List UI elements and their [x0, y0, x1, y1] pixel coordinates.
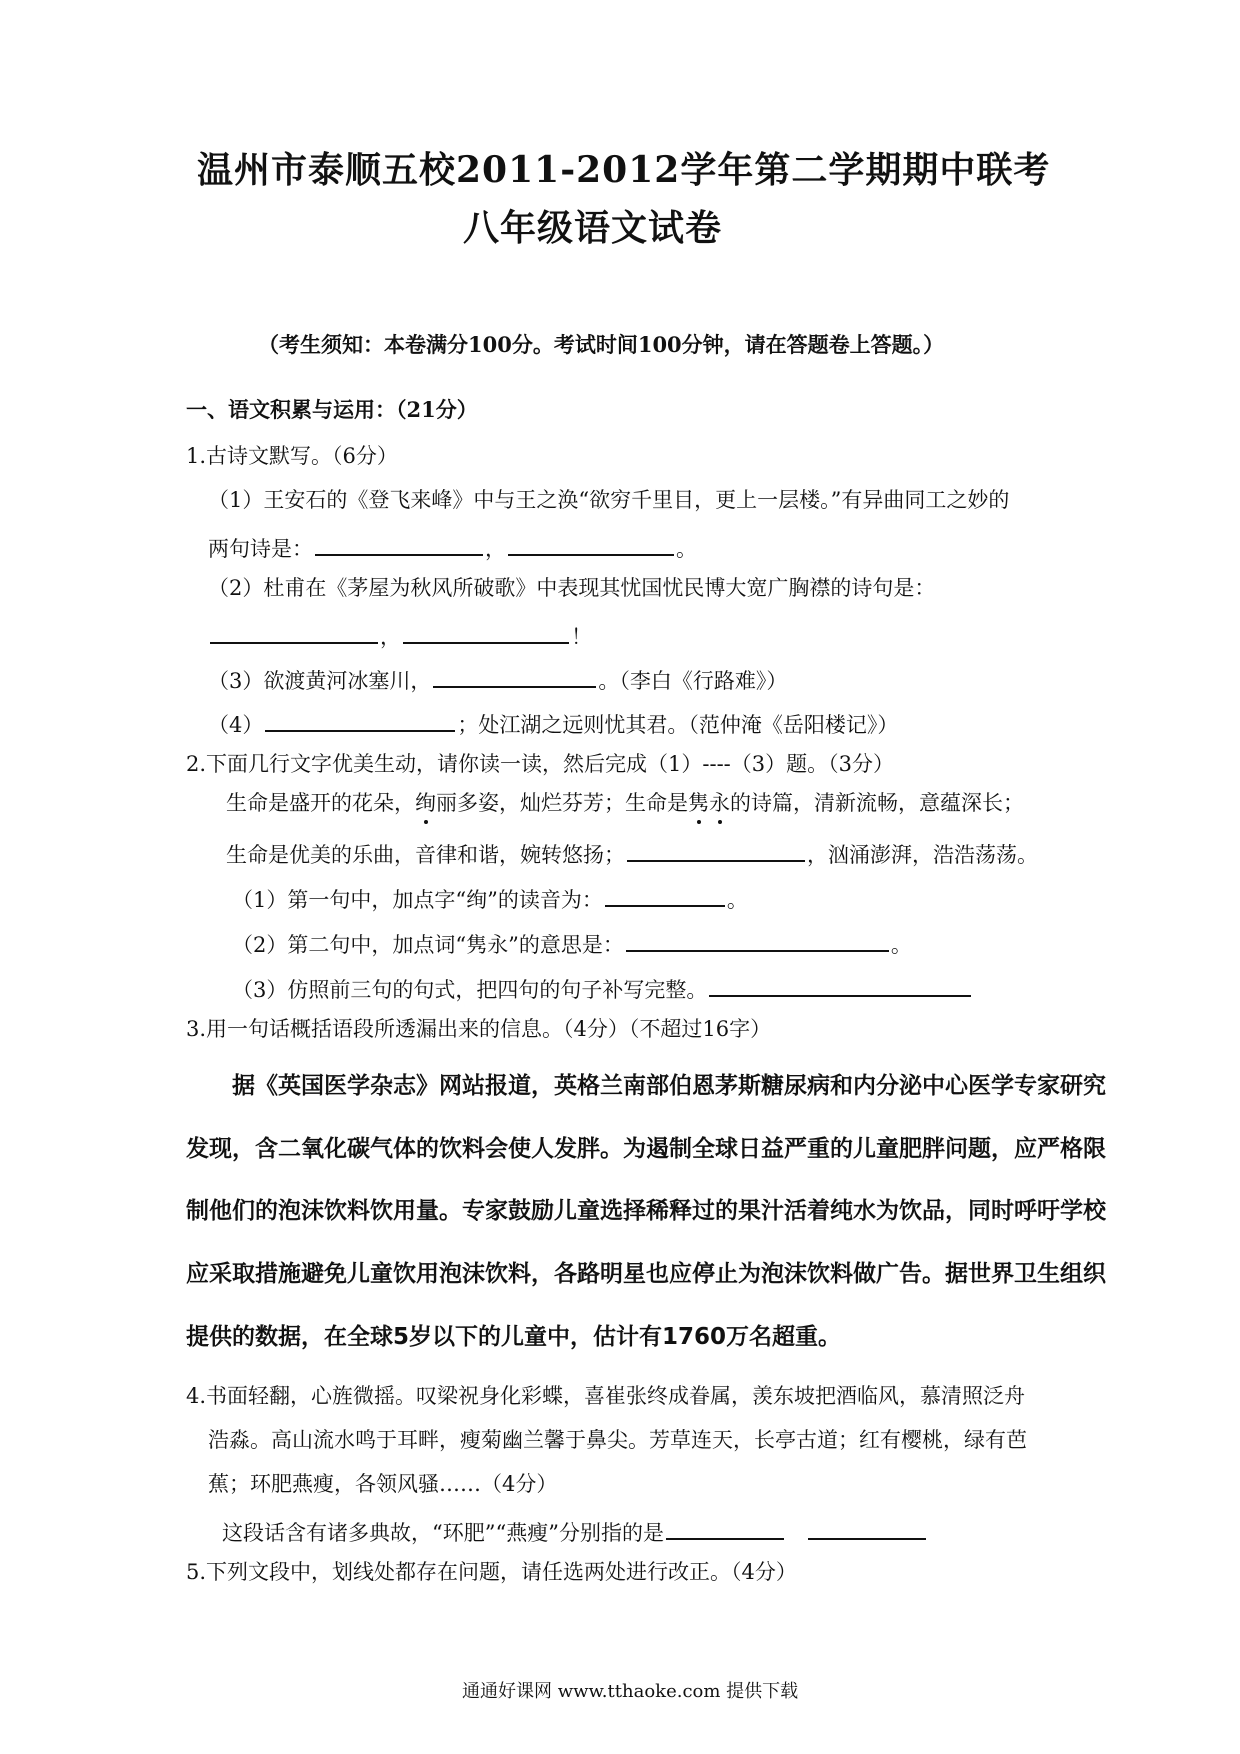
exam-title-line2: 八年级语文试卷: [463, 207, 723, 249]
text-run: 的诗篇，清新流畅，意蕴深长；: [730, 791, 1024, 815]
punctuation: 。: [726, 888, 748, 912]
answer-blank[interactable]: [808, 1518, 926, 1540]
text-run: （2）第二句中，加点词“隽永”的意思是：: [232, 933, 624, 957]
text-run: 生命是优美的乐曲，音律和谐，婉转悠扬；: [226, 843, 625, 867]
q4-line4: [222, 1518, 928, 1544]
punctuation: 。: [890, 933, 912, 957]
q1-part3-text: （3）欲渡黄河冰塞川，: [208, 669, 432, 693]
q5-stem: 5.下列文段中，划线处都存在问题，请任选两处进行改正。（4分）: [186, 1560, 797, 1584]
punctuation: ，: [485, 537, 506, 561]
q2-sub1: [232, 885, 748, 911]
q1-part4-label: （4）: [208, 713, 264, 737]
q1-part4-text: ；处江湖之远则忧其君。（范仲淹《岳阳楼记》）: [457, 713, 899, 737]
answer-blank[interactable]: [605, 885, 725, 907]
q3-passage-line: 制他们的泡沫饮料饮用量。专家鼓励儿童选择稀释过的果汁活着纯水为饮品，同时呼吁学校: [186, 1198, 1106, 1224]
q3-stem: 3.用一句话概括语段所透漏出来的信息。（4分）（不超过16字）: [186, 1017, 772, 1041]
answer-blank[interactable]: [709, 975, 971, 997]
q1-part2-line1: （2）杜甫在《茅屋为秋风所破歌》中表现其忧国忧民博大宽广胸襟的诗句是：: [208, 576, 936, 600]
q1-part1-label: 两句诗是：: [208, 537, 313, 561]
dotted-char: 绚: [415, 791, 436, 815]
answer-blank[interactable]: [210, 622, 378, 644]
q2-sub2: [232, 930, 912, 956]
punctuation: 。: [676, 537, 697, 561]
text-run: ，汹涌澎湃，浩浩荡荡。: [807, 843, 1038, 867]
q3-passage-line: 提供的数据，在全球5岁以下的儿童中，估计有1760万名超重。: [186, 1324, 842, 1350]
exam-notice: （考生须知：本卷满分100分。考试时间100分钟，请在答题卷上答题。）: [258, 332, 945, 357]
q1-part2-line2: [208, 622, 592, 648]
dotted-char: 永: [709, 791, 730, 815]
answer-blank[interactable]: [315, 534, 483, 556]
section-heading: 一、语文积累与运用：（21分）: [186, 397, 478, 422]
q2-passage-line1: [226, 793, 1024, 814]
text-run: 丽多姿，灿烂芬芳；生命是: [436, 791, 688, 815]
text-run: 生命是盛开的花朵，: [226, 791, 415, 815]
punctuation: ！: [571, 625, 592, 649]
q3-passage-line: 发现，含二氧化碳气体的饮料会使人发胖。为遏制全球日益严重的儿童肥胖问题，应严格限: [186, 1136, 1106, 1162]
text-run: 这段话含有诸多典故，“环肥”“燕瘦”分别指的是: [222, 1521, 664, 1545]
q1-part1-line2: [208, 534, 697, 560]
dotted-char: 隽: [688, 791, 709, 815]
q1-part3-source: 。（李白《行路难》）: [598, 669, 788, 693]
punctuation: ，: [380, 625, 401, 649]
text-run: （3）仿照前三句的句式，把四句的句子补写完整。: [232, 978, 708, 1002]
answer-blank[interactable]: [403, 622, 569, 644]
q2-passage-line2: [226, 840, 1038, 866]
page-footer: 通通好课网 www.tthaoke.com 提供下载: [462, 1681, 799, 1702]
q4-line1: 4.书面轻翻，心旌微摇。叹梁祝身化彩蝶，喜崔张终成眷属，羡东坡把酒临风，慕清照泛舟: [186, 1384, 1026, 1408]
q4-line2: 浩淼。高山流水鸣于耳畔，瘦菊幽兰馨于鼻尖。芳草连天，长亭古道；红有樱桃，绿有芭: [208, 1428, 1027, 1452]
answer-blank[interactable]: [626, 930, 889, 952]
q2-stem: 2.下面几行文字优美生动，请你读一读，然后完成（1）----（3）题。（3分）: [186, 752, 894, 776]
answer-blank[interactable]: [666, 1518, 784, 1540]
answer-blank[interactable]: [508, 534, 674, 556]
answer-blank[interactable]: [265, 710, 455, 732]
q1-part4: [208, 710, 898, 736]
q2-sub3: [232, 975, 973, 1001]
text-run: （1）第一句中，加点字“绚”的读音为：: [232, 888, 603, 912]
exam-title-line1: 温州市泰顺五校2011-2012学年第二学期期中联考: [197, 149, 1051, 191]
q1-stem: 1.古诗文默写。（6分）: [186, 444, 398, 468]
q1-part3: [208, 666, 787, 692]
answer-blank[interactable]: [627, 840, 805, 862]
q3-passage-line: 应采取措施避免儿童饮用泡沫饮料，各路明星也应停止为泡沫饮料做广告。据世界卫生组织: [186, 1261, 1106, 1287]
answer-blank[interactable]: [433, 666, 596, 688]
q1-part1-line1: （1）王安石的《登飞来峰》中与王之涣“欲穷千里目，更上一层楼。”有异曲同工之妙的: [208, 488, 1010, 512]
q3-passage-line: 据《英国医学杂志》网站报道，英格兰南部伯恩茅斯糖尿病和内分泌中心医学专家研究: [232, 1073, 1106, 1099]
q4-line3: 蕉；环肥燕瘦，各领风骚……（4分）: [208, 1472, 558, 1496]
